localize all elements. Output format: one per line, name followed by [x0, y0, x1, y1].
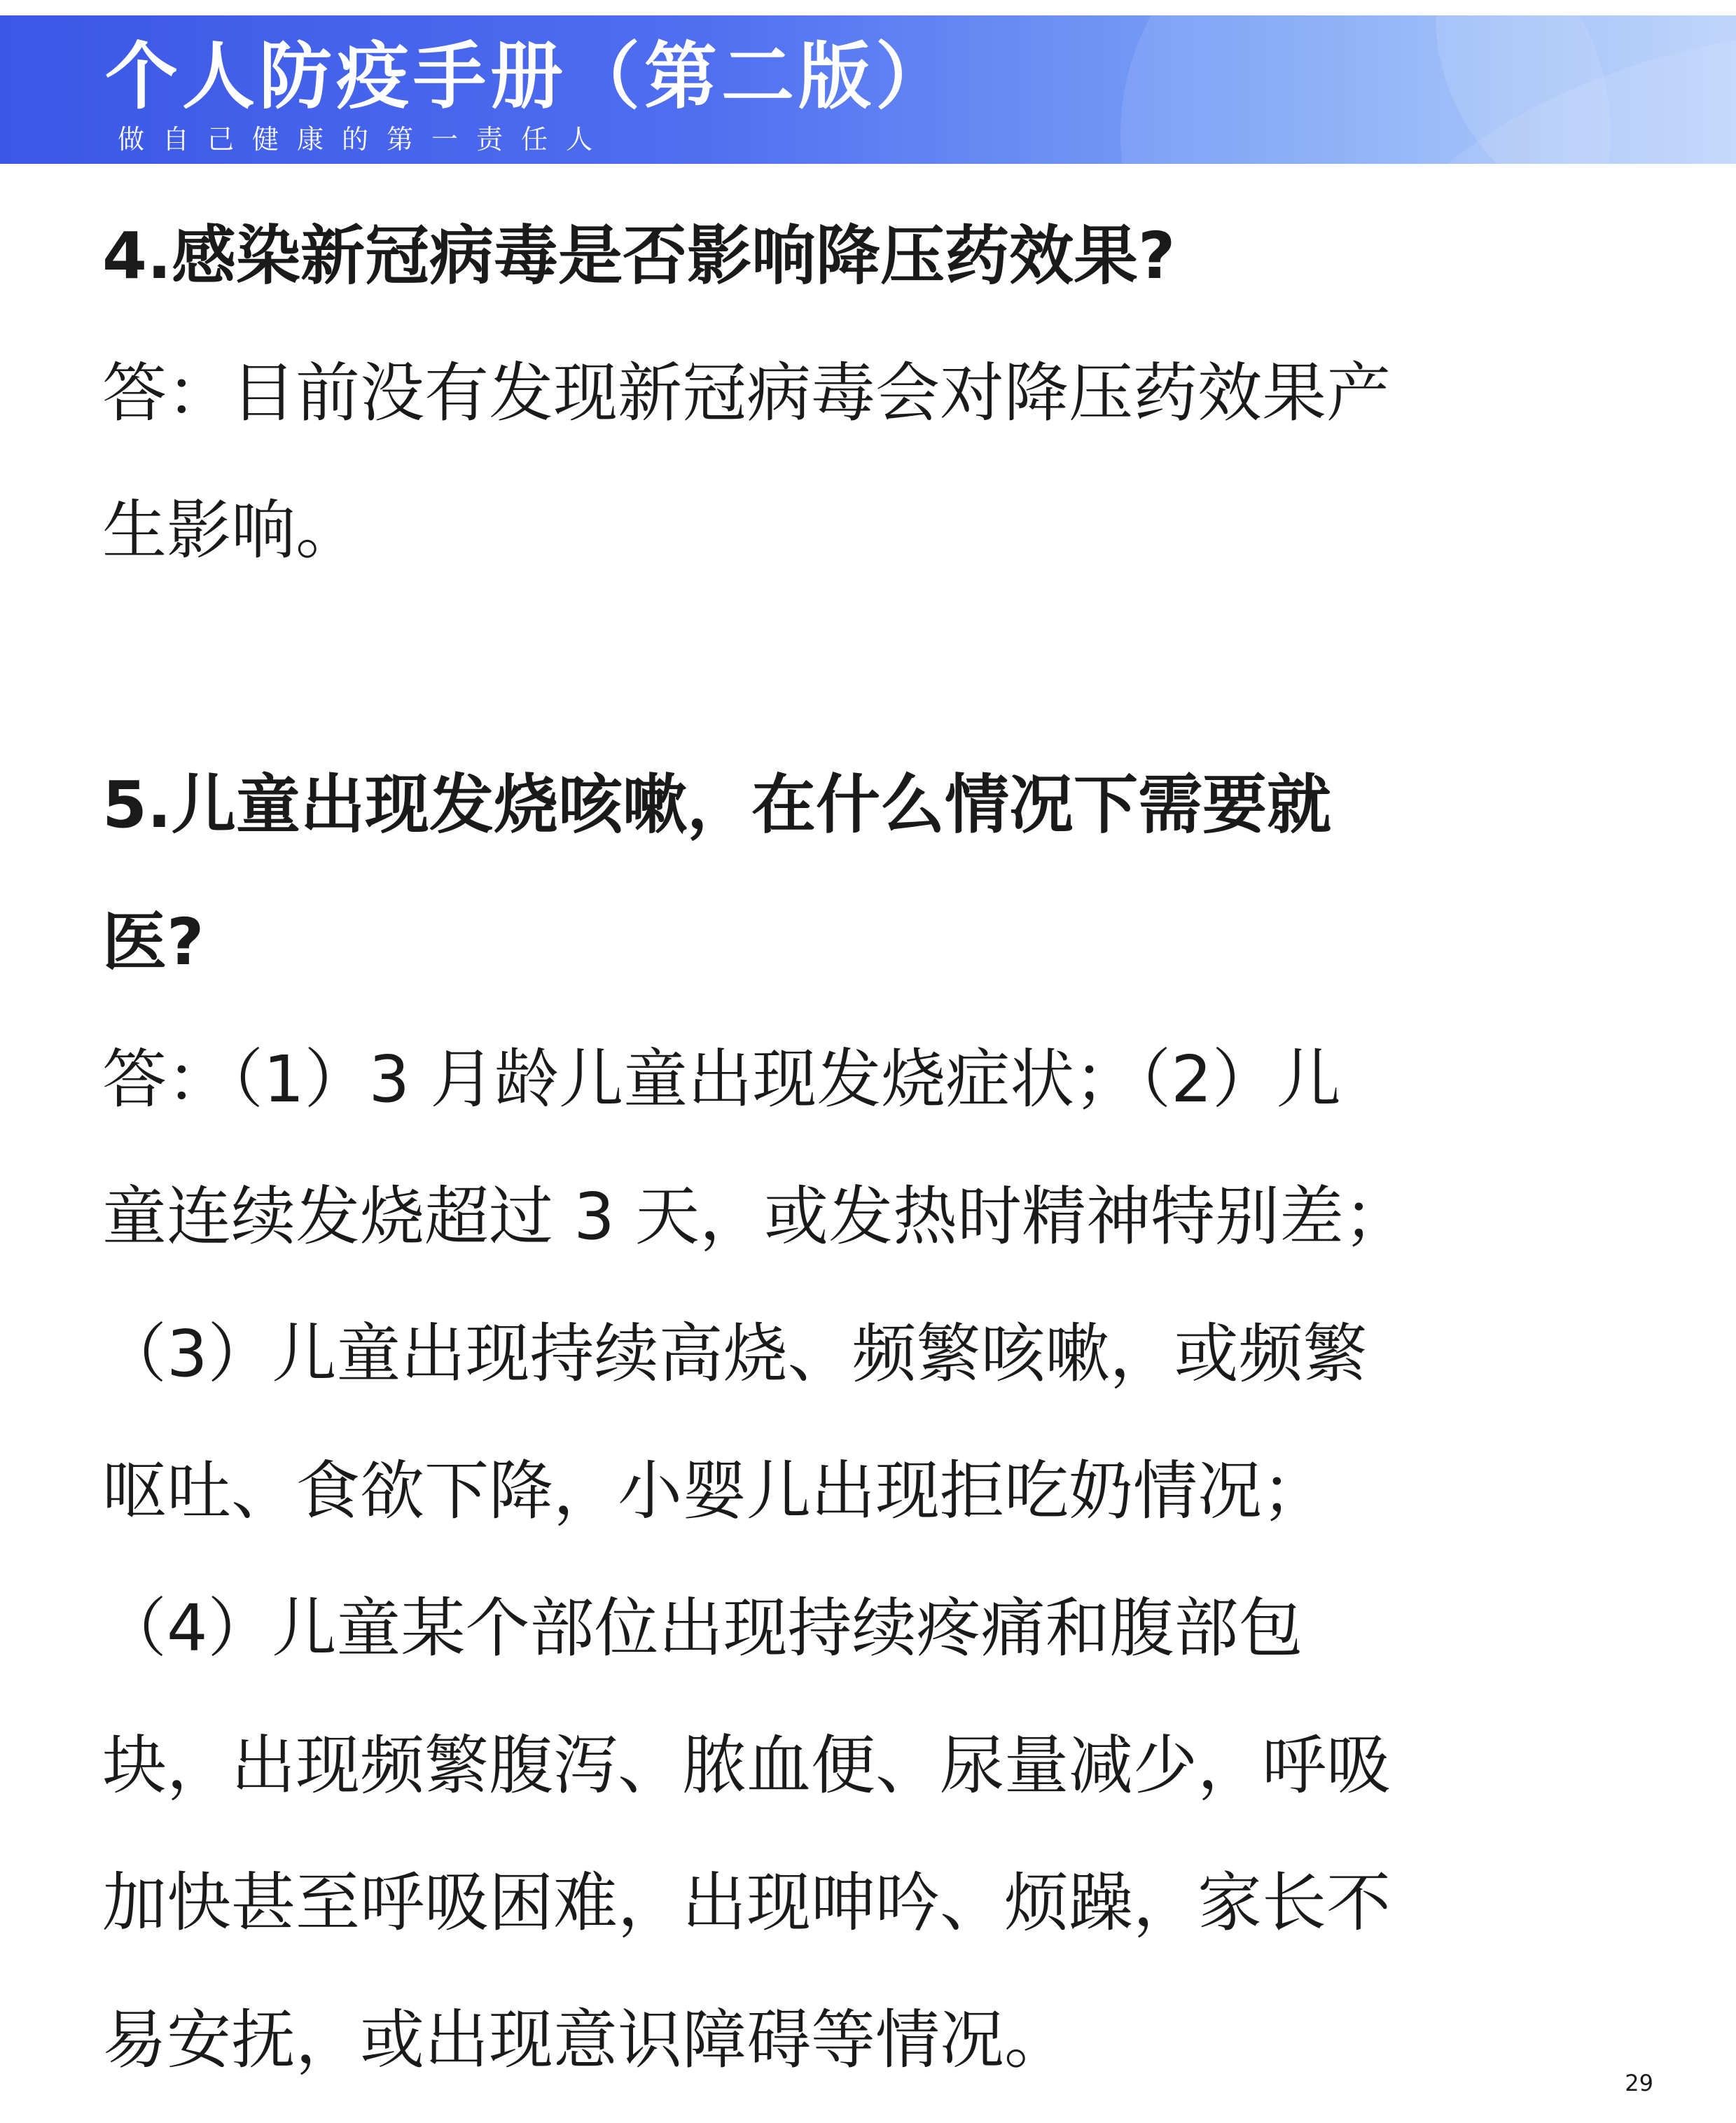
question-5-line-2: 医?: [102, 905, 204, 980]
page-subtitle: 做自己健康的第一责任人: [118, 124, 611, 155]
answer-4-line-1: 答：目前没有发现新冠病毒会对降压药效果产: [102, 356, 1391, 431]
question-4-line-1: 4.感染新冠病毒是否影响降压药效果?: [102, 218, 1176, 293]
page-number: 29: [1625, 2070, 1653, 2096]
header-banner: [0, 15, 1736, 164]
answer-5-line-3: （3）儿童出现持续高烧、频繁咳嗽，或频繁: [102, 1316, 1368, 1391]
answer-5-line-5: （4）儿童某个部位出现持续疼痛和腹部包: [102, 1591, 1303, 1666]
answer-5-line-7: 加快甚至呼吸困难，出现呻吟、烦躁，家长不: [102, 1865, 1391, 1940]
question-5-line-1: 5.儿童出现发烧咳嗽，在什么情况下需要就: [102, 767, 1331, 842]
answer-5-line-6: 块，出现频繁腹泻、脓血便、尿量减少，呼吸: [102, 1728, 1391, 1803]
page-title: 个人防疫手册（第二版）: [105, 34, 953, 119]
answer-5-line-4: 呕吐、食欲下降，小婴儿出现拒吃奶情况；: [102, 1454, 1327, 1529]
answer-5-line-8: 易安抚，或出现意识障碍等情况。: [102, 2003, 1069, 2077]
answer-4-line-2: 生影响。: [102, 493, 361, 568]
qa-item-4: [102, 188, 1643, 599]
qa-content: [102, 188, 1643, 2109]
answer-5-line-2: 童连续发烧超过 3 天，或发热时精神特别差；: [102, 1179, 1409, 1254]
section-gap: [102, 599, 1643, 737]
qa-item-5: [102, 737, 1643, 2109]
answer-5-line-1: 答：（1）3 月龄儿童出现发烧症状；（2）儿: [102, 1042, 1341, 1117]
